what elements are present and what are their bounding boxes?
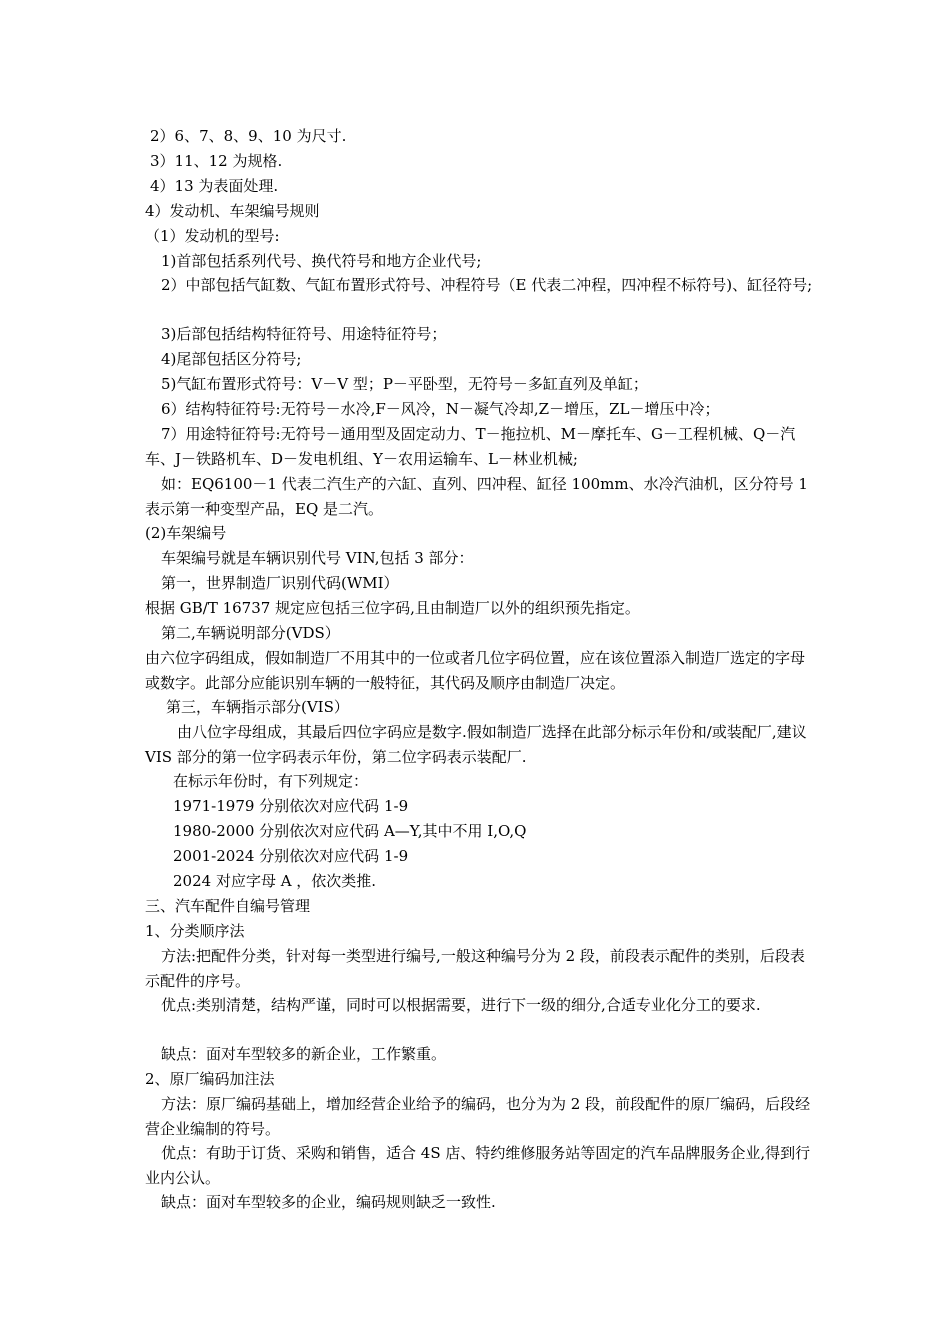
text-line: 车架编号就是车辆识别代号 VIN,包括 3 部分： — [161, 549, 474, 567]
text-line: 缺点：面对车型较多的企业，编码规则缺乏一致性. — [161, 1193, 496, 1211]
section-heading: (2)车架编号 — [145, 524, 227, 542]
text-line: 3）11、12 为规格. — [150, 152, 283, 170]
text-line: 1971-1979 分别依次对应代码 1-9 — [173, 797, 409, 815]
paragraph: 优点:类别清楚，结构严谨，同时可以根据需要，进行下一级的细分,合适专业化分工的要求. — [161, 996, 761, 1014]
section-heading: 4）发动机、车架编号规则 — [145, 202, 320, 220]
paragraph: 优点：有助于订货、采购和销售，适合 4S 店、特约维修服务站等固定的汽车品牌服务企业,得到行业内公认。 — [145, 1144, 811, 1187]
paragraph: 方法:把配件分类，针对每一类型进行编号,一般这种编号分为 2 段，前段表示配件的类别，后段表示配件的序号。 — [145, 947, 805, 990]
text-line: 缺点：面对车型较多的新企业，工作繁重。 — [161, 1045, 447, 1063]
paragraph: 由六位字码组成，假如制造厂不用其中的一位或者几位字码位置，应在该位置添入制造厂选定的字母或数字。此部分应能识别车辆的一般特征，其代码及顺序由制造厂决定。 — [145, 649, 806, 692]
paragraph: 如：EQ6100－1 代表二汽生产的六缸、直列、四冲程、缸径 100mm、水冷汽油机，区分符号 1 表示第一种变型产品，EQ 是二汽。 — [145, 475, 808, 518]
text-line: 4）13 为表面处理. — [150, 177, 279, 195]
text-line: 根据 GB/T 16737 规定应包括三位字码,且由制造厂以外的组织预先指定。 — [145, 599, 640, 617]
text-line: 3)后部包括结构特征符号、用途特征符号； — [161, 325, 447, 343]
paragraph: 由八位字母组成，其最后四位字码应是数字.假如制造厂选择在此部分标示年份和/或装配厂,建议 VIS 部分的第一位字码表示年份，第二位字码表示装配厂. — [145, 723, 807, 766]
text-line: 第二,车辆说明部分(VDS） — [161, 624, 340, 642]
text-line: 2）6、7、8、9、10 为尺寸. — [150, 127, 347, 145]
text-line: 2001-2024 分别依次对应代码 1-9 — [173, 847, 409, 865]
paragraph: 2）中部包括气缸数、气缸布置形式符号、冲程符号（E 代表二冲程，四冲程不标符号)、缸径符号; — [161, 276, 813, 294]
text-line: 在标示年份时，有下列规定： — [173, 772, 369, 790]
text-line: 6）结构特征符号:无符号－水冷,F－风冷，N－凝气冷却,Z－增压，ZL－增压中冷； — [161, 400, 720, 418]
paragraph: 7）用途特征符号:无符号－通用型及固定动力、T－拖拉机、M－摩托车、G－工程机械、Q－汽车、J－铁路机车、D－发电机组、Y－农用运输车、L－林业机械; — [145, 425, 796, 468]
text-line: 4)尾部包括区分符号; — [161, 350, 302, 368]
section-heading: （1）发动机的型号: — [145, 227, 280, 245]
text-line: 1980-2000 分别依次对应代码 A—Y,其中不用 I,O,Q — [173, 822, 527, 840]
text-line: 第一，世界制造厂识别代码(WMI） — [161, 574, 399, 592]
section-heading: 2、原厂编码加注法 — [145, 1070, 275, 1088]
paragraph: 方法：原厂编码基础上，增加经营企业给予的编码，也分为为 2 段，前段配件的原厂编码，后段经营企业编制的符号。 — [145, 1095, 811, 1138]
section-heading: 1、分类顺序法 — [145, 922, 245, 940]
text-line: 1)首部包括系列代号、换代符号和地方企业代号; — [161, 252, 482, 270]
section-heading: 三、汽车配件自编号管理 — [145, 897, 311, 915]
text-line: 5)气缸布置形式符号：V－V 型；P－平卧型，无符号－多缸直列及单缸； — [161, 375, 648, 393]
text-line: 2024 对应字母 A ，依次类推. — [173, 872, 377, 890]
text-line: 第三，车辆指示部分(VIS） — [166, 698, 349, 716]
